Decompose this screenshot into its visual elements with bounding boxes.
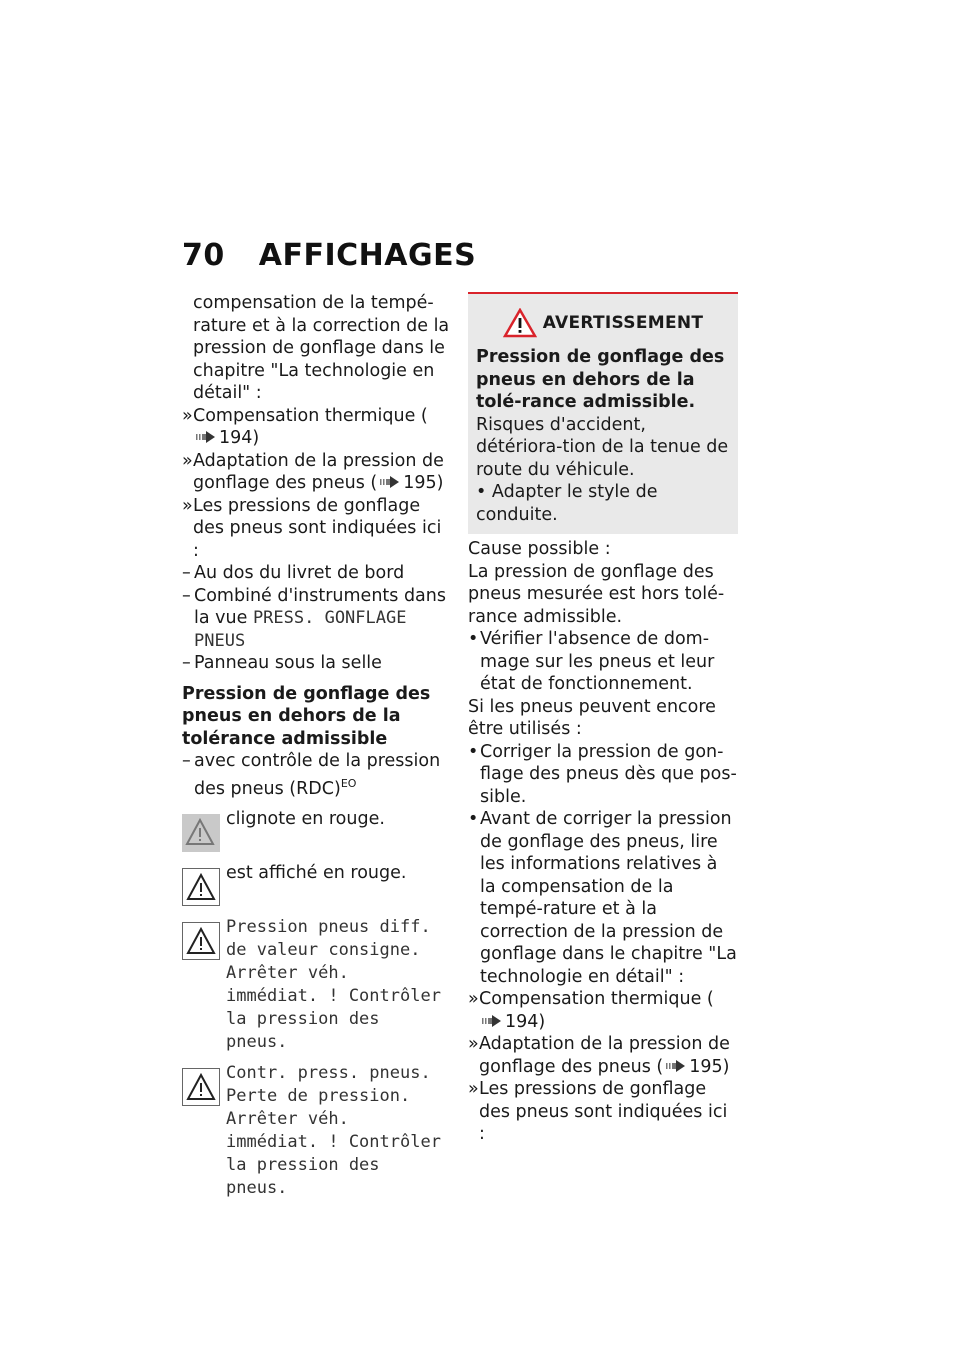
warning-box <box>468 292 738 534</box>
left-column <box>182 292 450 1200</box>
bullet-item: • Avant de corriger la pression de gonflage des pneus, lire les informations relatives à la compensation de la tempé-rature et à la correction de la pression de gonflage dans le chapitre "La technologie en détail" : <box>468 809 737 987</box>
indicator-row <box>182 862 450 908</box>
message-row <box>182 916 450 1054</box>
ref-item: » Compensation thermique (194) <box>468 989 714 1032</box>
section-heading: Pression de gonflage des pneus en dehors de la tolérance admissible <box>182 683 431 749</box>
ref-item: » Les pressions de gonflage des pneus sont indiquées ici : <box>468 1079 728 1144</box>
page-arrow-icon <box>379 475 401 489</box>
bullet-item: • Corriger la pression de gon-flage des pneus dès que pos-sible. <box>468 741 737 807</box>
warning-title: AVERTISSEMENT <box>476 308 730 338</box>
ref-item: » Compensation thermique (194) <box>182 405 428 448</box>
warning-text: Risques d'accident, détériora-tion de la tenue de route du véhicule. <box>476 414 729 480</box>
dash-item: – Au dos du livret de bord <box>182 563 405 583</box>
bullet-item: • Vérifier l'absence de dom-mage sur les pneus et leur état de fonctionnement. <box>468 629 715 694</box>
indicator-text: est affiché en rouge. <box>226 862 407 883</box>
dash-item: – avec contrôle de la pression des pneus (RDC)$^{EO}$ <box>182 751 441 799</box>
warning-triangle-icon <box>182 922 220 960</box>
warning-icon <box>503 308 537 338</box>
right-column <box>468 292 738 1146</box>
ref-item: » Adaptation de la pression de gonflage des pneus ( 195) <box>468 1034 730 1077</box>
display-message: Contr. press. pneus. Perte de pression. Arrêter véh. immédiat. ! Contrôler la pression des pneus. <box>226 1062 441 1198</box>
warning-subject: Pression de gonflage des pneus en dehors de la tolé-rance admissible. <box>476 347 725 412</box>
page-arrow-icon <box>195 430 217 444</box>
display-message: Pression pneus diff. de valeur consigne. Arrêter véh. immédiat. ! Contrôler la pression des pneus. <box>226 916 441 1052</box>
warning-bullet: • Adapter le style de conduite. <box>476 482 658 525</box>
page-number: 70 <box>182 238 225 273</box>
page-arrow-icon <box>481 1014 503 1028</box>
intro-text: compensation de la tempé-rature et à la correction de la pression de gonflage dans le chapitre "La technologie en détail" : <box>193 293 450 403</box>
display-view-name: PRESS. GONFLAGE PNEUS <box>194 608 407 651</box>
indicator-row <box>182 808 450 854</box>
ref-item: » Adaptation de la pression de gonflage des pneus ( 195) <box>182 450 444 493</box>
warning-triangle-icon <box>182 814 220 852</box>
cause-text: La pression de gonflage des pneus mesurée est hors tolé-rance admissible. <box>468 561 725 627</box>
page-arrow-icon <box>665 1059 687 1073</box>
dash-item: – Panneau sous la selle <box>182 653 382 673</box>
ref-item: » Les pressions de gonflage des pneus sont indiquées ici : <box>182 495 442 561</box>
page-header <box>182 238 476 273</box>
cause-label: Cause possible : <box>468 539 611 559</box>
dash-item: – Combiné d'instruments dans la vue PRESS. GONFLAGE PNEUS <box>182 585 446 651</box>
message-row <box>182 1062 450 1200</box>
warning-triangle-icon <box>182 868 220 906</box>
section-title: AFFICHAGES <box>258 238 477 273</box>
condition-text: Si les pneus peuvent encore être utilisés : <box>468 696 716 739</box>
warning-triangle-icon <box>182 1068 220 1106</box>
indicator-text: clignote en rouge. <box>226 808 385 829</box>
